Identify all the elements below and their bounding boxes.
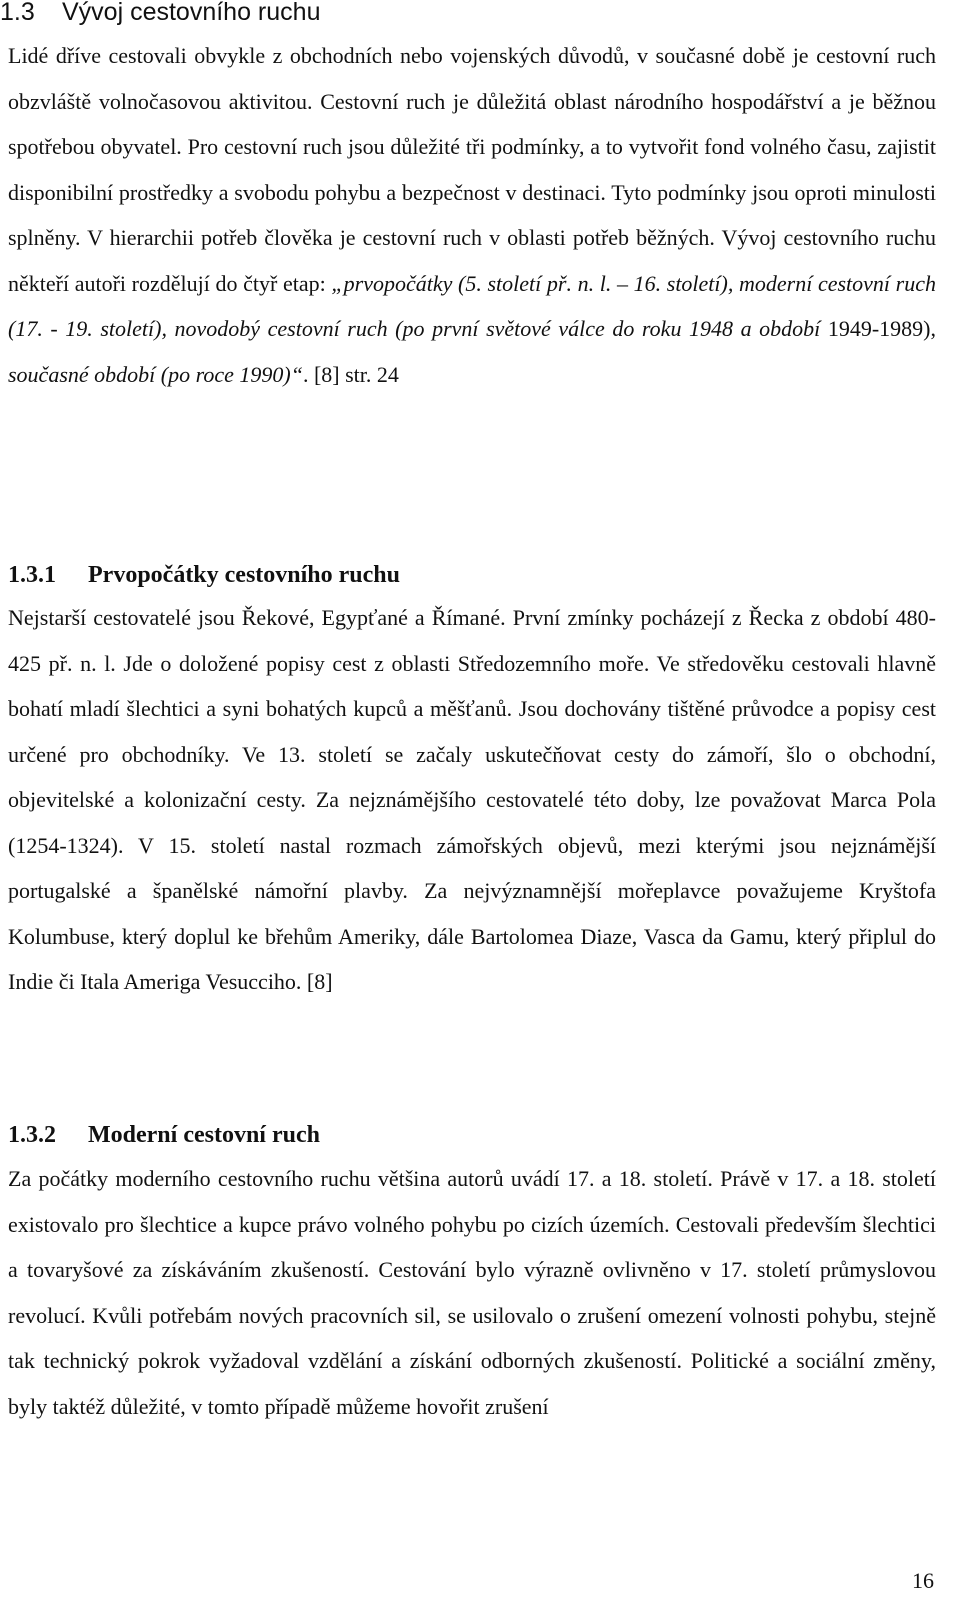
section-paragraph [8,33,936,397]
subsection-paragraph: Nejstarší cestovatelé jsou Řekové, Egypťané a Římané. První zmínky pocházejí z Řecka z období 480-425 př. n. l. Jde o doložené popisy cest z oblasti Středozemního moře. Ve středověku cestovali hlavně bohatí mladí šlechtici a syni bohatých kupců a měšťanů. Jsou dochovány tištěné průvodce a popisy cest určené pro obchodníky. Ve 13. století se začaly uskutečňovat cesty do zámoří, šlo o obchodní, objevitelské a kolonizační cesty. Za nejznámějšího cestovatelé této doby, lze považovat Marca Pola (1254-1324). V 15. století nastal rozmach zámořských objevů, mezi kterými jsou nejznámější portugalské a španělské námořní plavby. Za nejvýznamnější mořeplavce považujeme Kryštofa Kolumbuse, který doplul ke břehům Ameriky, dále Bartolomea Diaze, Vasca da Gamu, který připlul do Indie či Itala Ameriga Vesucciho. [8] [8,605,936,994]
page-number: 16 [912,1568,934,1593]
subsection-number: 1.3.1 [8,562,56,588]
subsection-heading [8,1122,320,1149]
subsection-paragraph: Za počátky moderního cestovního ruchu většina autorů uvádí 17. a 18. století. Právě v 17. a 18. století existovalo pro šlechtice a kupce právo volného pohybu po cizích územích. Cestovali především šlechtici a tovaryšové za získáváním zkušeností. Cestování bylo výrazně ovlivněno v 17. století průmyslovou revolucí. Kvůli potřebám nových pracovních sil, se usilovalo o zrušení omezení volnosti pohybu, stejně tak technický pokrok vyžadoval vzdělání a získání odborných zkušeností. Politické a sociální změny, byly taktéž důležité, v tomto případě můžeme hovořit zrušení [8,1166,936,1419]
section-heading [0,0,320,27]
section-title: Vývoj cestovního ruchu [62,0,321,26]
subsection-title: Prvopočátky cestovního ruchu [88,562,400,588]
paragraph-italic-text: současné období (po roce 1990)“ [8,361,303,387]
paragraph-text: 1949-1989), [820,316,937,341]
paragraph-text: . [8] str. 24 [302,361,399,387]
subsection-heading [8,562,400,589]
paragraph-text: Lidé dříve cestovali obvykle z obchodních nebo vojenských důvodů, v současné době je cestovní ruch obzvláště volnočasovou aktivitou. Cestovní ruch je důležitá oblast národního hospodářství a je běžnou spotřebou obyvatel. Pro cestovní ruch jsou důležité tři podmínky, a to vytvořit fond volného času, zajistit disponibilní prostředky a svobodu pohybu a bezpečnost v destinaci. Tyto podmínky jsou oproti minulosti splněny. V hierarchii potřeb člověka je cestovní ruch v oblasti potřeb běžných. Vývoj cestovního ruchu někteří autoři rozdělují do čtyř etap: [8,43,936,296]
subsection-number: 1.3.2 [8,1122,56,1148]
section-number: 1.3 [0,0,35,26]
subsection-title: Moderní cestovní ruch [88,1122,320,1148]
paragraph-italic-text: „prvopočátky (5. století př. n. l. – 16. století), moderní cestovní ruch (17. - 19. století), novodobý cestovní ruch (po první světové válce do roku 1948 a období [8,270,937,341]
